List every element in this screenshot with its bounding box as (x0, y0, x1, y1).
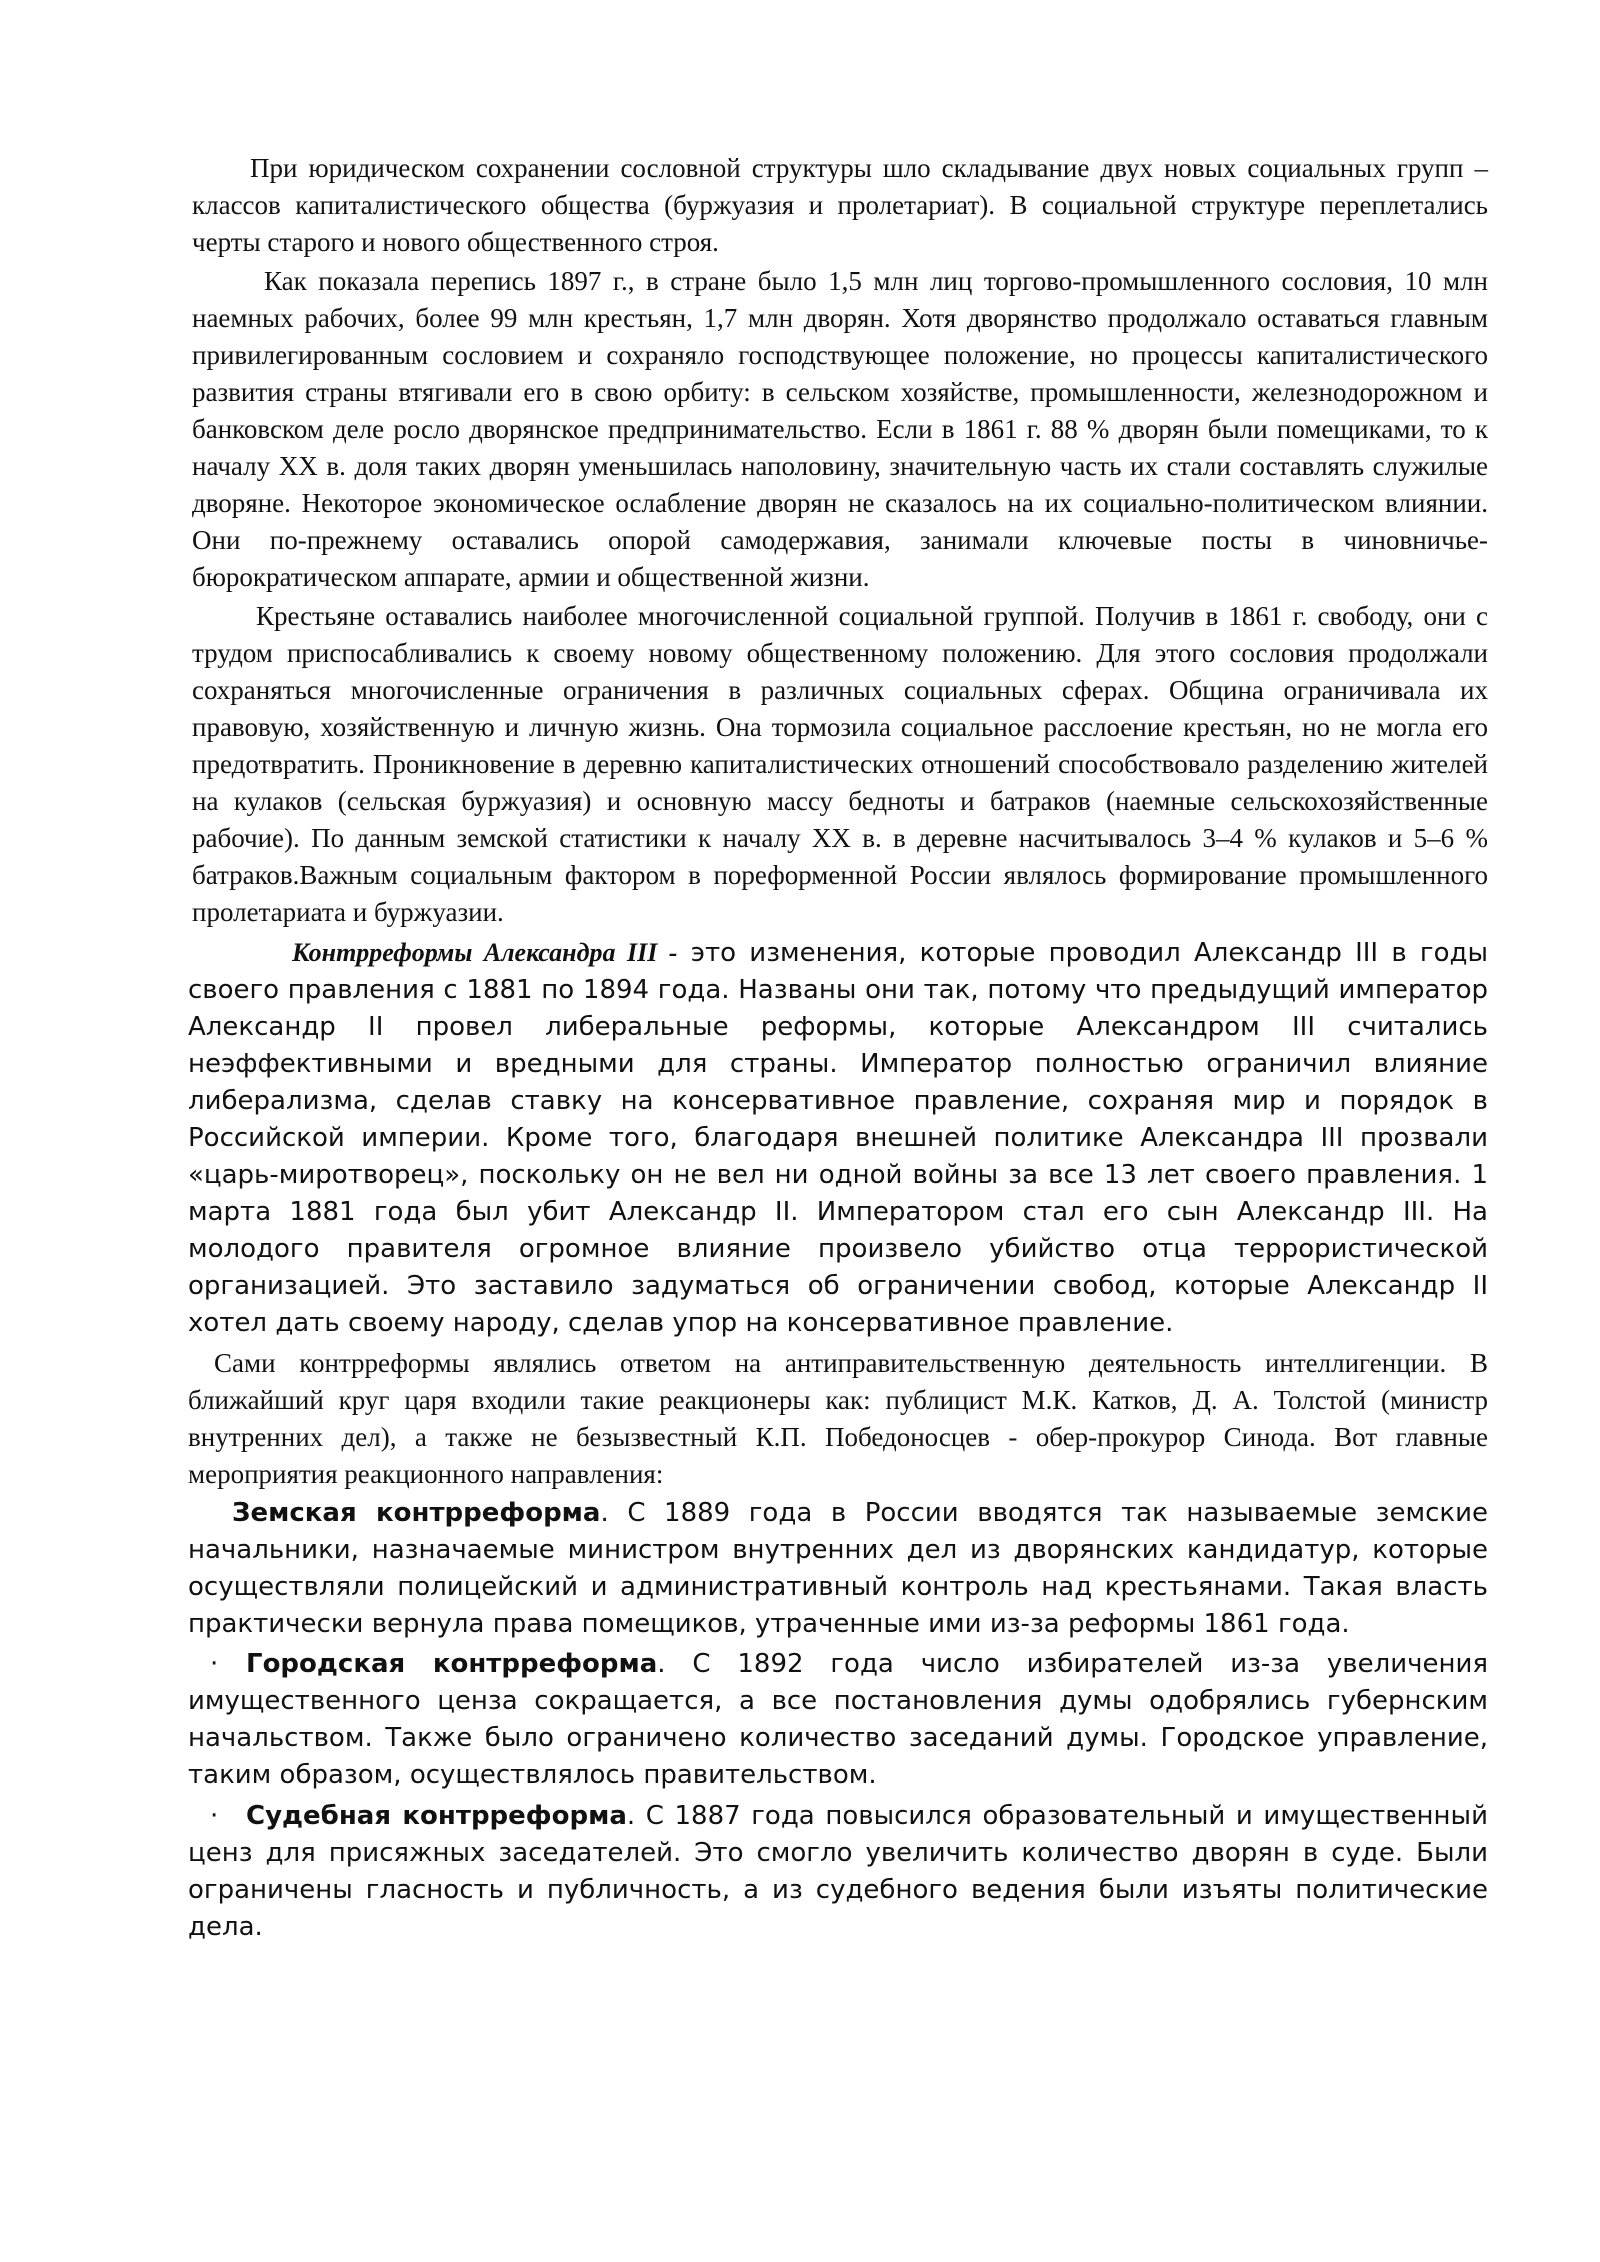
paragraph-peasants: Крестьяне оставались наиболее многочисленной социальной группой. Получив в 1861 г. свободу, они с трудом приспосабливались к своему новому общественному положению. Для этого сословия продолжали сохраняться многочисленные ограничения в различных социальных сферах. Община ограничивала их правовую, хозяйственную и личную жизнь. Она тормозила социальное расслоение крестьян, но не могла его предотвратить. Проникновение в деревню капиталистических отношений способствовало разделению жителей на кулаков (сельская буржуазия) и основную массу бедноты и батраков (наемные сельскохозяйственные рабочие). По данным земской статистики к началу XX в. в деревне насчитывалось 3–4 % кулаков и 5–6 % батраков.Важным социальным фактором в пореформенной России являлось формирование промышленного пролетариата и буржуазии. (192, 601, 1488, 927)
counter-reforms-text: это изменения, которые проводил Александр III в годы своего правления с 1881 по 1894 года. Названы они так, потому что предыдущий император Александр II провел либеральные реформы, которые Александром III считались неэффективными и вредными для страны. Император полностью ограничил влияние либерализма, сделав ставку на консервативное правление, сохраняя мир и порядок в Российской империи. Кроме того, благодаря внешней политике Александра III прозвали «царь-миротворец», поскольку он не вел ни одной войны за все 13 лет своего правления. 1 марта 1881 года был убит Александр II. Императором стал его сын Александр III. На молодого правителя огромное влияние произвело убийство отца террористической организацией. Это заставило задуматься об ограничении свобод, которые Александр II хотел дать своему народу, сделав упор на консервативное правление. (188, 938, 1488, 1338)
paragraph-city-counter-reform (188, 1646, 1488, 1794)
counter-reforms-heading: Контрреформы Александра III - (292, 938, 678, 967)
zemstvo-counter-reform-text: . С 1889 года в России вводятся так называемые земские начальники, назначаемые министром внутренних дел из дворянских кандидатур, которые осуществляли полицейский и административный контроль над крестьянами. Такая власть практически вернула права помещиков, утраченные ими из-за реформы 1861 года. (188, 1498, 1488, 1639)
paragraph-estate-structure: При юридическом сохранении сословной структуры шло складывание двух новых социальных групп – классов капиталистического общества (буржуазия и пролетариат). В социальной структуре переплетались черты старого и нового общественного строя. (192, 153, 1488, 257)
judicial-counter-reform-heading: Судебная контрреформа (246, 1801, 627, 1831)
bullet-marker: · (210, 1801, 219, 1831)
city-counter-reform-text: . С 1892 года число избирателей из-за увеличения имущественного ценза сокращается, а все постановления думы одобрялись губернским начальством. Также было ограничено количество заседаний думы. Городское управление, таким образом, осуществлялось правительством. (188, 1649, 1489, 1790)
city-counter-reform-heading: Городская контрреформа (246, 1649, 658, 1679)
paragraph-zemstvo-counter-reform (188, 1495, 1488, 1643)
document-page (188, 150, 1488, 1946)
paragraph-counter-reforms (188, 934, 1488, 1342)
paragraph-reactionaries: Сами контрреформы являлись ответом на антиправительственную деятельность интеллигенции. В ближайший круг царя входили такие реакционеры как: публицист М.К. Катков, Д. А. Толстой (министр внутренних дел), а также не безызвестный К.П. Победоносцев - обер-прокурор Синода. Вот главные мероприятия реакционного направления: (188, 1348, 1488, 1489)
bullet-marker: · (210, 1649, 219, 1679)
paragraph-judicial-counter-reform (188, 1798, 1488, 1946)
judicial-counter-reform-text: . С 1887 года повысился образовательный и имущественный ценз для присяжных заседателей. Это смогло увеличить количество дворян в суде. Были ограничены гласность и публичность, а из судебного ведения были изъяты политические дела. (188, 1801, 1488, 1942)
paragraph-census-1897: Как показала перепись 1897 г., в стране было 1,5 млн лиц торгово-промышленного сословия, 10 млн наемных рабочих, более 99 млн крестьян, 1,7 млн дворян. Хотя дворянство продолжало оставаться главным привилегированным сословием и сохраняло господствующее положение, но процессы капиталистического развития страны втягивали его в свою орбиту: в сельском хозяйстве, промышленности, железнодорожном и банковском деле росло дворянское предпринимательство. Если в 1861 г. 88 % дворян были помещиками, то к началу XX в. доля таких дворян уменьшилась наполовину, значительную часть их стали составлять служилые дворяне. Некоторое экономическое ослабление дворян не сказалось на их социально-политическом влиянии. Они по-прежнему оставались опорой самодержавия, занимали ключевые посты в чиновничье-бюрократическом аппарате, армии и общественной жизни. (192, 266, 1488, 592)
zemstvo-counter-reform-heading: Земская контрреформа (232, 1498, 601, 1528)
